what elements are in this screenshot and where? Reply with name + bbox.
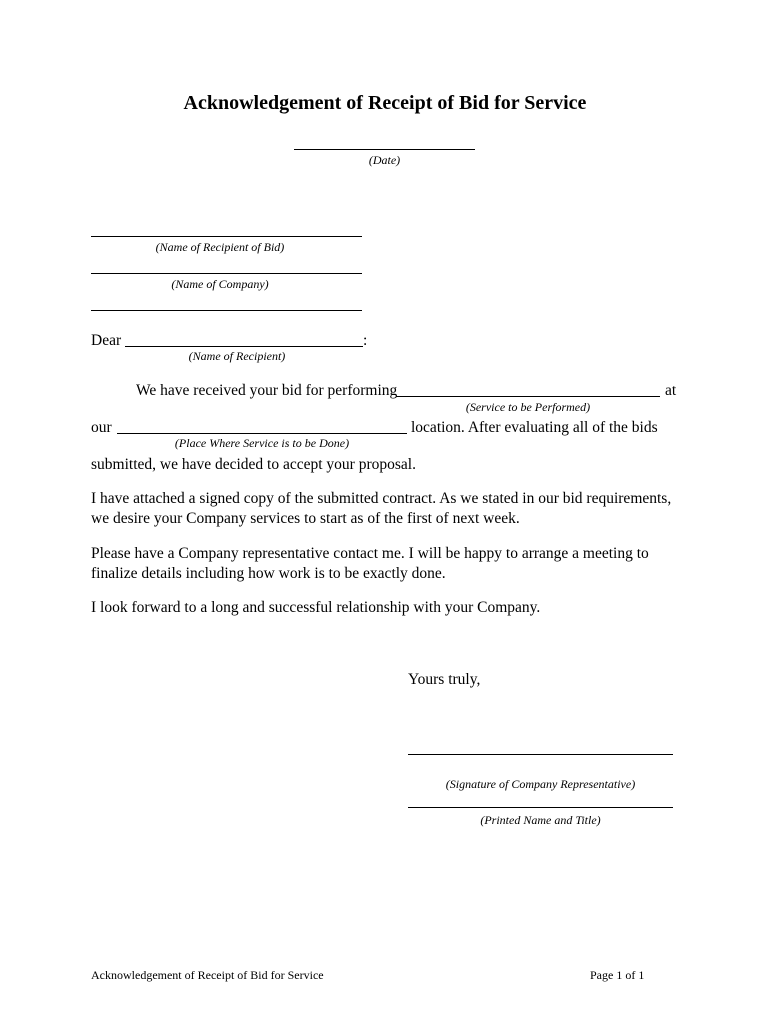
date-caption: (Date) <box>368 153 401 167</box>
salutation-line <box>125 346 363 347</box>
footer-page: Page 1 of 1 <box>590 968 645 982</box>
signature-line <box>408 754 673 755</box>
company-name-caption: (Name of Company) <box>171 277 269 291</box>
service-caption: (Service to be Performed) <box>465 400 591 414</box>
para3: Please have a Company representative contact me. I will be happy to arrange a meeting to finalize details including how work is to be exactly done. <box>91 545 649 582</box>
date-line <box>294 149 475 150</box>
service-line <box>396 396 660 397</box>
signature-caption: (Signature of Company Representative) <box>445 777 636 791</box>
document-title: Acknowledgement of Receipt of Bid for Service <box>183 92 587 114</box>
printed-name-line <box>408 807 673 808</box>
salutation-caption: (Name of Recipient) <box>188 349 286 363</box>
para1-location-text: location. After evaluating all of the bids <box>411 419 658 436</box>
para1-closing: submitted, we have decided to accept your proposal. <box>91 456 416 473</box>
company-name-line <box>91 273 362 274</box>
printed-name-caption: (Printed Name and Title) <box>480 813 601 827</box>
place-caption: (Place Where Service is to be Done) <box>174 436 350 450</box>
para1-at: at <box>665 382 677 399</box>
salutation-text: Dear <box>91 332 122 349</box>
para2: I have attached a signed copy of the submitted contract. As we stated in our bid requirements, we desire your Company services to start as of the first of next week. <box>91 490 672 527</box>
closing-text: Yours truly, <box>408 671 481 688</box>
recipient-name-caption: (Name of Recipient of Bid) <box>155 240 285 254</box>
address-line <box>91 310 362 311</box>
salutation-colon: : <box>363 332 368 349</box>
footer-title: Acknowledgement of Receipt of Bid for Service <box>91 968 324 982</box>
para1-lead: We have received your bid for performing <box>136 382 398 399</box>
recipient-name-line <box>91 236 362 237</box>
para4: I look forward to a long and successful relationship with your Company. <box>91 599 541 616</box>
place-line <box>117 433 407 434</box>
para1-our: our <box>91 419 112 436</box>
